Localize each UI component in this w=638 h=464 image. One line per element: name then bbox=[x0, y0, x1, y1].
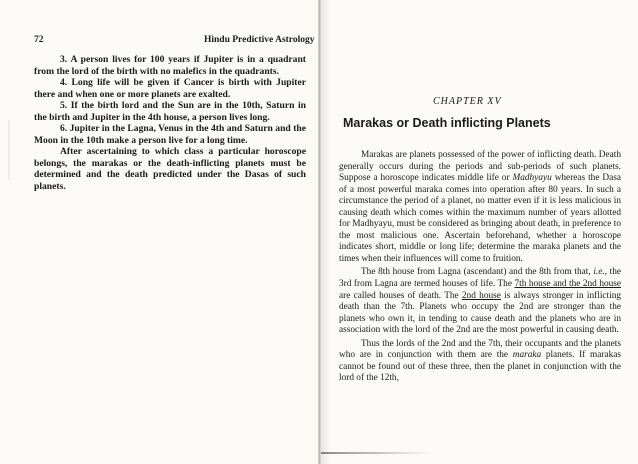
text-run: are called houses of death. The bbox=[339, 290, 462, 301]
underlined-text: 2nd house bbox=[461, 290, 501, 301]
paragraph bbox=[339, 150, 621, 265]
paragraph: 4. Long life will be given if Cancer is birth with Jupiter there and when one or more planets are exalted. bbox=[34, 77, 306, 100]
italic-term: i.e. bbox=[593, 267, 605, 278]
text-run: Thus the lords of the 2nd and the 7th, their occupants and the planets who are in conjunction with them are the bbox=[339, 338, 621, 361]
text-run: , the 3rd from Lagna are termed houses of life. The bbox=[339, 267, 622, 290]
paragraph bbox=[339, 339, 621, 385]
text-run: Marakas are planets possessed of the power of inflicting death. Death generally occurs during the periods and sub-periods of such planets. Suppose a horoscope indicates middle life or bbox=[339, 150, 621, 184]
text-run: planets. If marakas cannot be found out of these three, then the planet in conjunction with the lord of the 12th, bbox=[339, 350, 621, 384]
paragraph: 5. If the birth lord and the Sun are in the 10th, Saturn in the birth and Jupiter in the 4th house, a person lives long. bbox=[34, 100, 306, 123]
underlined-text: 7th house and the 2nd house bbox=[514, 279, 622, 290]
text-run: whereas the Dasa of a most powerful maraka comes into operation after 80 years. In such a circumstance the period of a planet, no matter even if it is less malicious in causing death which comes within the maximum number of years allotted for Madhyayu, must be considered as bringing about death, in preference to the most malicious one. Ascertain beforehand, whether a horoscope indicates short, middle or long life; determine the maraka planets and the times when their influences will come to fruition. bbox=[339, 173, 621, 264]
paragraph bbox=[339, 267, 621, 336]
left-page-body bbox=[34, 54, 306, 192]
text-run: The 8th house from Lagna (ascendant) and the 8th from that, bbox=[361, 267, 594, 278]
italic-term: maraka bbox=[512, 350, 542, 361]
paragraph: 3. A person lives for 100 years if Jupiter is in a quadrant from the lord of the birth with no malefics in the quadrants. bbox=[34, 54, 306, 77]
italic-term: Madhyayu bbox=[512, 173, 552, 184]
text-run: is always stronger in inflicting death than the 7th. Planets who occupy the 2nd are stronger than the planets who own it, in tending to cause death and the planets who are in association with the lord of the 2nd are the most powerful in causing death. bbox=[339, 290, 621, 336]
paragraph: After ascertaining to which class a particular horoscope belongs, the marakas or the death-inflicting planets must be determined and the death predicted under the Dasas of such planets. bbox=[34, 146, 306, 192]
page-bottom-edge bbox=[321, 452, 431, 454]
left-page bbox=[0, 0, 318, 464]
running-head bbox=[34, 35, 315, 49]
page-number: 72 bbox=[34, 35, 44, 45]
right-page-body bbox=[339, 150, 621, 387]
book-title: Hindu Predictive Astrology bbox=[204, 35, 315, 45]
chapter-title: Marakas or Death inflicting Planets bbox=[343, 116, 551, 130]
paragraph: 6. Jupiter in the Lagna, Venus in the 4th and Saturn and the Moon in the 10th make a person live for a long time. bbox=[34, 123, 306, 146]
chapter-number: CHAPTER XV bbox=[433, 96, 502, 107]
page-edge-shading bbox=[8, 120, 10, 180]
